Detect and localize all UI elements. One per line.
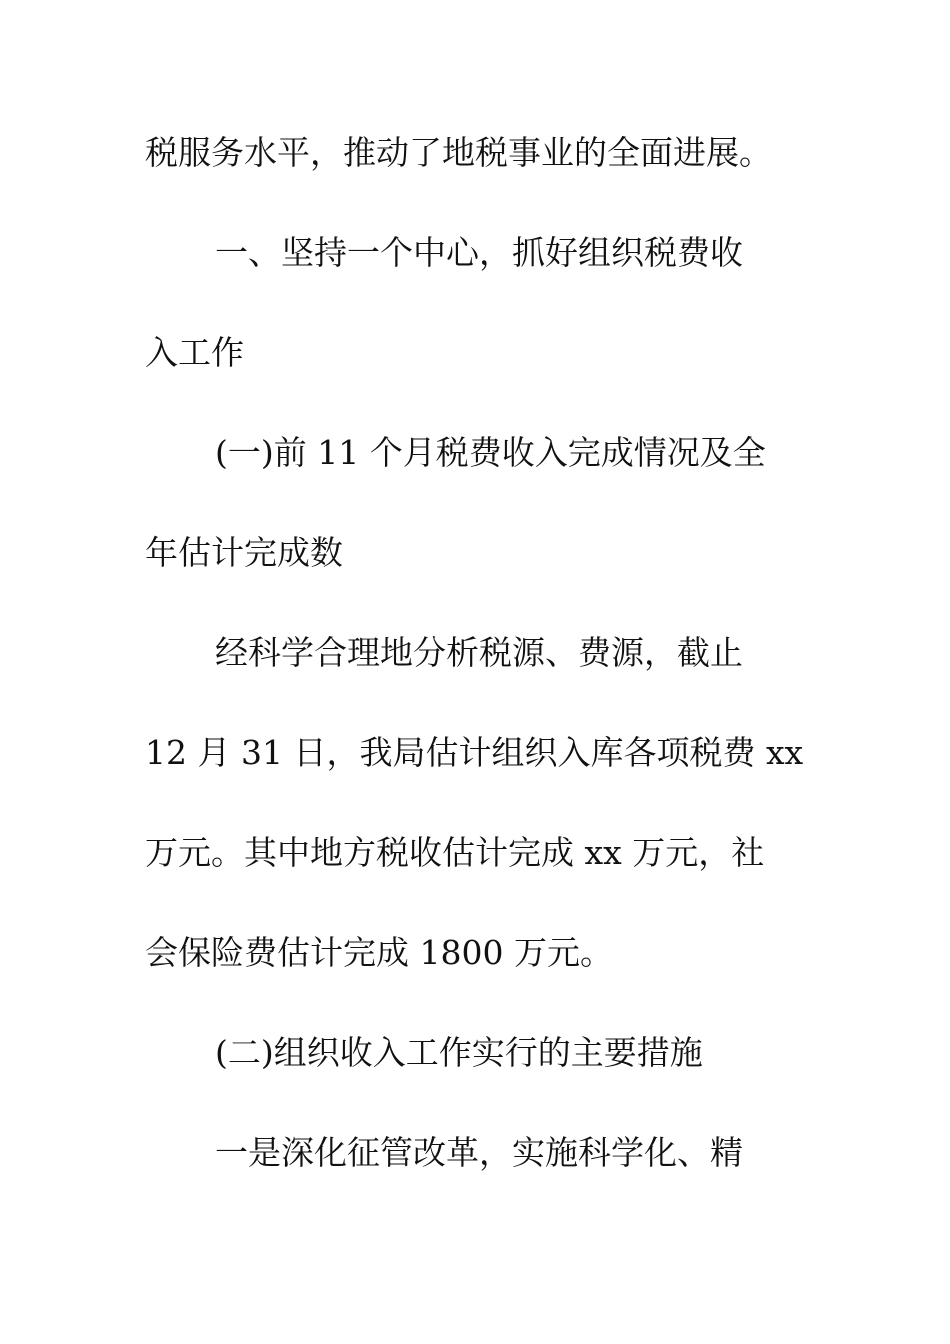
section-heading-line: 入工作 bbox=[145, 333, 244, 372]
section-heading-line: 一、坚持一个中心，抓好组织税费收 bbox=[215, 233, 743, 272]
subsection-heading-line: (一)前 11 个月税费收入完成情况及全 bbox=[215, 433, 766, 472]
paragraph-line: 万元。其中地方税收估计完成 xx 万元，社 bbox=[145, 833, 765, 872]
subsection-heading-line: (二)组织收入工作实行的主要措施 bbox=[215, 1033, 703, 1072]
paragraph-line: 12 月 31 日，我局估计组织入库各项税费 xx bbox=[145, 733, 804, 772]
paragraph-line: 会保险费估计完成 1800 万元。 bbox=[145, 933, 613, 972]
paragraph-line: 经科学合理地分析税源、费源，截止 bbox=[215, 633, 743, 672]
paragraph-line: 税服务水平，推动了地税事业的全面进展。 bbox=[145, 133, 772, 172]
subsection-heading-line: 年估计完成数 bbox=[145, 533, 343, 572]
paragraph-line: 一是深化征管改革，实施科学化、精 bbox=[215, 1133, 743, 1172]
